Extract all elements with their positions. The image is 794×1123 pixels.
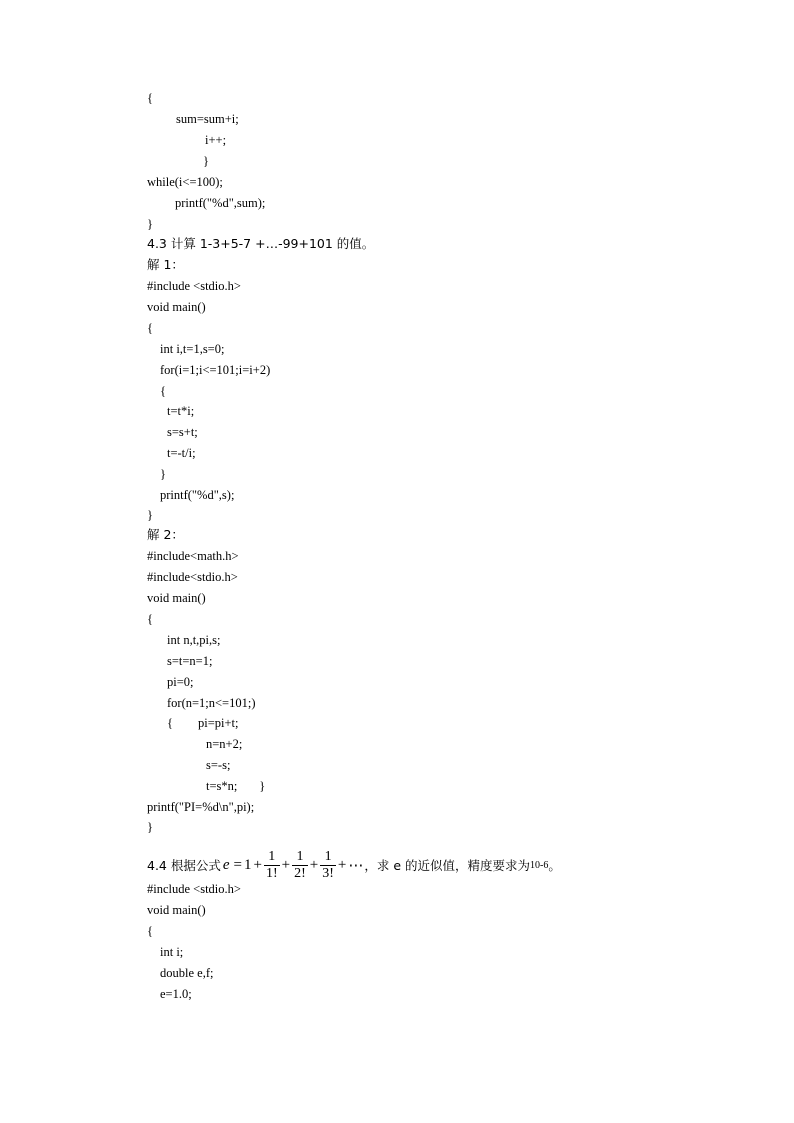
text-line: {: [160, 384, 166, 398]
text-line: #include <stdio.h>: [147, 279, 241, 293]
text-line: #include<math.h>: [147, 549, 239, 563]
problem-4-4-prefix: 4.4 根据公式: [147, 858, 221, 873]
text-line: 解 1：: [147, 257, 184, 272]
e-formula: [221, 849, 365, 882]
formula-plus-3: +: [309, 856, 319, 873]
problem-4-4-end: 。: [548, 858, 561, 873]
fraction-numerator: 1: [296, 848, 304, 864]
formula-ellipsis: ⋯: [348, 857, 364, 874]
text-line: #include <stdio.h>: [147, 882, 241, 896]
fraction-numerator: 1: [324, 848, 332, 864]
formula-plus-4: +: [337, 856, 347, 873]
text-line: }: [147, 508, 153, 522]
formula-plus-2: +: [281, 856, 291, 873]
text-line: 4.3 计算 1-3+5-7 +…-99+101 的值。: [147, 236, 375, 251]
text-line: int i;: [160, 945, 184, 959]
text-line: }: [203, 154, 209, 168]
problem-4-4-suffix: ，求 e 的近似值，精度要求为: [364, 858, 531, 873]
text-line: int i,t=1,s=0;: [160, 342, 225, 356]
text-line: }: [147, 217, 153, 231]
fraction-denominator: 3!: [322, 865, 334, 881]
formula-plus-1: +: [253, 856, 262, 873]
text-line: printf("%d",s);: [160, 488, 235, 502]
formula-equals: =: [233, 856, 242, 873]
text-line: void main(): [147, 903, 206, 917]
fraction-1-over-1-factorial: [264, 849, 280, 882]
fraction-1-over-2-factorial: [292, 849, 308, 882]
text-line: {: [147, 924, 153, 938]
fraction-1-over-3-factorial: [320, 849, 336, 882]
fraction-numerator: 1: [268, 848, 276, 864]
text-line: }: [160, 467, 166, 481]
text-line: #include<stdio.h>: [147, 570, 238, 584]
text-line: e=1.0;: [160, 987, 192, 1001]
formula-e-symbol: e: [222, 856, 230, 873]
precision-value: 10-6: [530, 859, 549, 871]
text-line: 解 2：: [147, 527, 184, 542]
text-line: s=t=n=1;: [167, 654, 213, 668]
text-line: pi=0;: [167, 675, 194, 689]
text-line: t=-t/i;: [167, 446, 196, 460]
text-line: n=n+2;: [206, 737, 243, 751]
text-line: }: [147, 820, 153, 834]
text-line: int n,t,pi,s;: [167, 633, 221, 647]
text-line: s=s+t;: [167, 425, 198, 439]
text-line: double e,f;: [160, 966, 214, 980]
formula-one: 1: [244, 856, 252, 873]
text-line: { pi=pi+t;: [167, 716, 239, 730]
text-line: t=t*i;: [167, 404, 195, 418]
text-line: i++;: [205, 133, 227, 147]
text-line: s=-s;: [206, 758, 231, 772]
text-line: {: [147, 321, 153, 335]
text-line: printf("PI=%d\n",pi);: [147, 800, 255, 814]
text-line: t=s*n; }: [206, 779, 266, 793]
fraction-denominator: 2!: [294, 865, 306, 881]
text-line: void main(): [147, 300, 206, 314]
text-line: void main(): [147, 591, 206, 605]
text-line: printf("%d",sum);: [175, 196, 266, 210]
problem-4-4-line: [147, 843, 561, 887]
text-line: {: [147, 91, 153, 105]
text-line: {: [147, 612, 153, 626]
fraction-denominator: 1!: [265, 865, 278, 881]
text-line: for(i=1;i<=101;i=i+2): [160, 363, 271, 377]
text-line: sum=sum+i;: [176, 112, 239, 126]
text-line: for(n=1;n<=101;): [167, 696, 256, 710]
text-line: while(i<=100);: [147, 175, 223, 189]
